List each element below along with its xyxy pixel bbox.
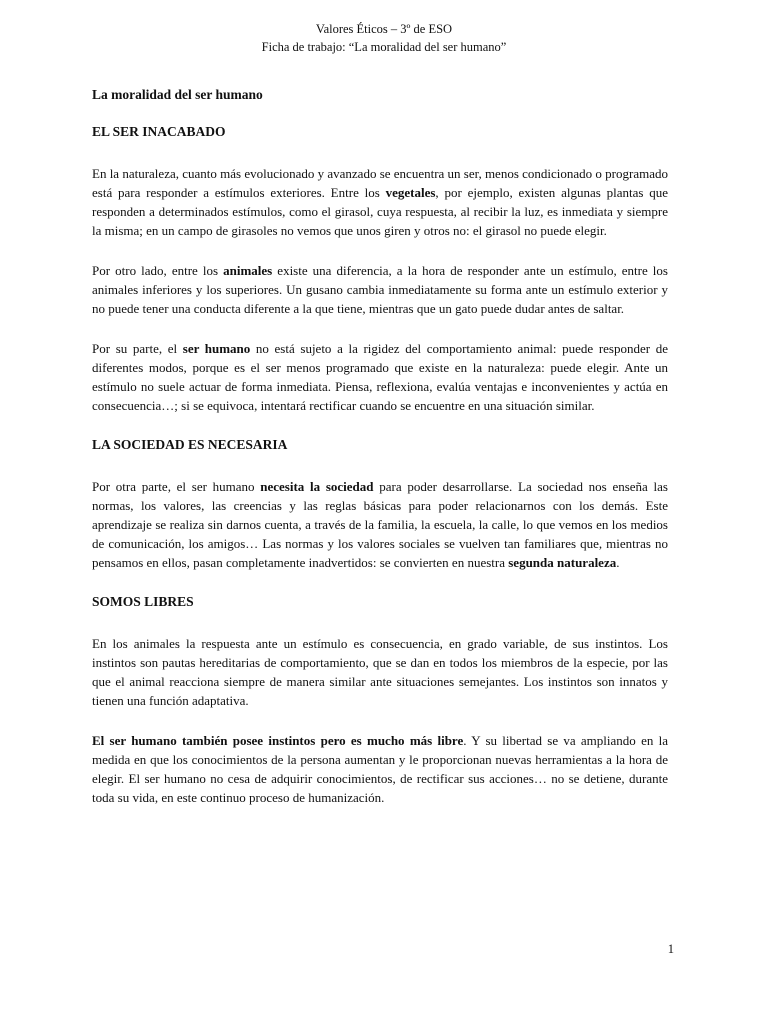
document-body	[92, 86, 668, 807]
paragraph	[92, 634, 668, 710]
bold-term: segunda naturaleza	[508, 555, 617, 570]
text-run: .	[616, 555, 620, 570]
text-run: . Y su libertad se va ampliando en la medida en que los conocimientos de la persona aumentan y le proporcionan nuevas herramientas a la hora de elegir. El ser humano no cesa de adquirir conocimientos, de rectificar sus acciones… no se detiene, durante toda su vida, en este continuo proceso de humanización.	[92, 733, 668, 805]
section-heading-ser-inacabado: EL SER INACABADO	[92, 124, 226, 139]
paragraph	[92, 477, 668, 572]
section-heading-somos-libres: SOMOS LIBRES	[92, 594, 194, 609]
header-course: Valores Éticos – 3º de ESO	[315, 22, 453, 36]
text-run: Por su parte, el	[92, 341, 183, 356]
document-title: La moralidad del ser humano	[92, 87, 263, 102]
text-run: no está sujeto a la rigidez del comportamiento animal: puede responder de diferentes modos, porque es el ser menos programado que existe en la naturaleza: puede elegir. Ante un estímulo no suele actuar de forma inmediata. Piensa, reflexiona, evalúa ventajas e inconvenientes y actúa en consecuencia…; si se equivoca, intentará rectificar cuando se encuentre en una situación similar.	[92, 341, 668, 413]
text-run: Por otra parte, el ser humano	[92, 479, 261, 494]
text-run: existe una diferencia, a la hora de responder ante un estímulo, entre los animales inferiores y los superiores. Un gusano cambia inmediatamente su forma ante un estímulo exterior y no puede tener una conducta diferente a la que tiene, mientras que un gato puede dudar antes de saltar.	[92, 263, 668, 316]
bold-term: ser humano	[182, 341, 251, 356]
bold-term: necesita la sociedad	[260, 479, 374, 494]
section-heading-sociedad: LA SOCIEDAD ES NECESARIA	[92, 437, 288, 452]
paragraph	[92, 339, 668, 415]
bold-term: El ser humano también posee instintos pero es mucho más libre	[92, 733, 464, 748]
text-run: En los animales la respuesta ante un estímulo es consecuencia, en grado variable, de sus instintos. Los instintos son pautas hereditarias de comportamiento, que se dan en todos los miembros de la especie, por las que el animal reacciona siempre de manera similar ante situaciones semejantes. Los instintos son innatos y tienen una función adaptativa.	[92, 636, 668, 708]
page-number: 1	[667, 942, 674, 956]
text-run: Por otro lado, entre los	[92, 263, 224, 278]
page-header	[0, 20, 768, 56]
paragraph	[92, 164, 668, 240]
text-run: En la naturaleza, cuanto más evolucionado y avanzado se encuentra un ser, menos condicionado o programado está para responder a estímulos exteriores. Entre los	[92, 166, 668, 200]
bold-term: vegetales	[385, 185, 436, 200]
header-worksheet-title: Ficha de trabajo: “La moralidad del ser humano”	[261, 40, 507, 54]
paragraph	[92, 261, 668, 318]
text-run: para poder desarrollarse. La sociedad nos enseña las normas, los valores, las creencias y las reglas básicas para poder relacionarnos con los demás. Este aprendizaje se realiza sin darnos cuenta, a través de la familia, la escuela, la calle, lo que vemos en los medios de comunicación, los amigos… Las normas y los valores sociales se vuelven tan familiares que, mientras no pensamos en ellos, pasan completamente inadvertidos: se convierten en nuestra	[92, 479, 668, 570]
text-run: , por ejemplo, existen algunas plantas que responden a determinados estímulos, como el girasol, cuya respuesta, al recibir la luz, es inmediata y siempre la misma; en un campo de girasoles no vemos que unos giren y otros no: el girasol no puede elegir.	[92, 185, 668, 238]
paragraph	[92, 731, 668, 807]
bold-term: animales	[223, 263, 273, 278]
